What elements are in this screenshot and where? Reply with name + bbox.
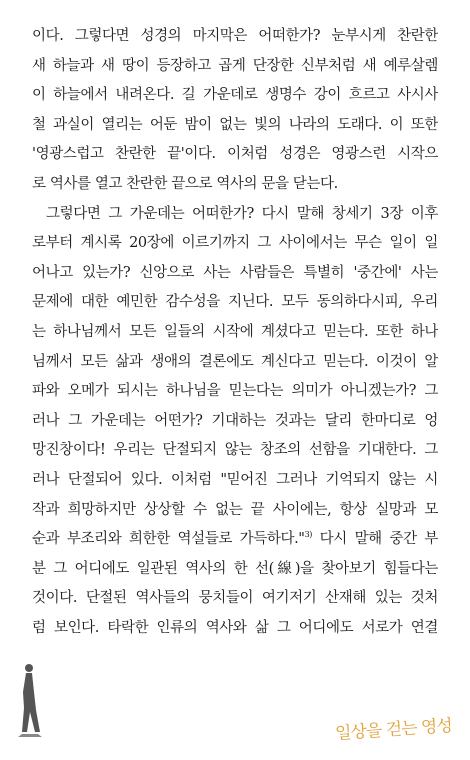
text-line: 로부터 계시록 20장에 이르기까지 그 사이에서는 무슨 일이 일 [32,235,438,252]
text-line: '영광스럽고 찬란한 끝'이다. 이처럼 성경은 영광스런 시작으 [32,146,438,163]
text-line: 철 과실이 열리는 어둔 밤이 없는 빛의 나라의 도래다. 이 또한 [32,116,438,133]
text-line-with-note [32,525,438,555]
text-line: 분 그 어디에도 일관된 역사의 한 선(線)을 찾아보기 힘들다는 [32,560,438,577]
text-line-tail: 다시 말해 중간 부 [311,531,438,548]
series-logo: 일상을 걷는 영성 [334,715,453,745]
body-text [32,22,438,643]
text-line: 망진창이다! 우리는 단절되지 않는 창조의 선함을 기대한다. 그 [32,442,438,459]
text-line: 것이다. 단절된 역사들의 뭉치들이 여기저기 산재해 있는 것처 [32,590,438,607]
text-line: 새 하늘과 새 땅이 등장하고 곱게 단장한 신부처럼 새 예루살렘 [32,57,438,74]
text-line: 러나 단절되어 있다. 이처럼 "믿어진 그러나 기억되지 않는 시 [32,471,438,488]
text-line: 럼 보인다. 타락한 인류의 역사와 삶 그 어디에도 서로가 연결 [32,619,438,636]
text-line: 님께서 모든 삶과 생애의 결론에도 계신다고 믿는다. 이것이 알 [32,353,438,370]
footnote-marker: 3) [304,530,312,540]
walking-person-icon [14,662,44,738]
text-line: 러나 그 가운데는 어떤가? 기대하는 것과는 달리 한마디로 엉 [32,412,438,429]
text-line: 로 역사를 열고 찬란한 끝으로 역사의 문을 닫는다. [32,175,338,192]
text-line: 작과 희망하지만 상상할 수 없는 끝 사이에는, 항상 실망과 모 [32,501,438,518]
text-line: 그렇다면 그 가운데는 어떠한가? 다시 말해 창세기 3장 이후 [46,205,438,222]
text-line: 문제에 대한 예민한 감수성을 지닌다. 모두 동의하다시피, 우리 [32,294,438,311]
text-line: 어나고 있는가? 신앙으로 사는 사람들은 특별히 '중간에' 사는 [32,264,438,281]
text-line-head: 순과 부조리와 희한한 역설들로 가득하다." [32,531,305,548]
text-line: 이다. 그렇다면 성경의 마지막은 어떠한가? 눈부시게 찬란한 [32,28,438,44]
text-line: 파와 오메가 되시는 하나님을 믿는다는 의미가 아니겠는가? 그 [32,383,438,400]
text-line: 는 하나님께서 모든 일들의 시작에 계셨다고 믿는다. 또한 하나 [32,323,438,340]
text-line: 이 하늘에서 내려온다. 길 가운데로 생명수 강이 흐르고 사시사 [32,87,438,104]
